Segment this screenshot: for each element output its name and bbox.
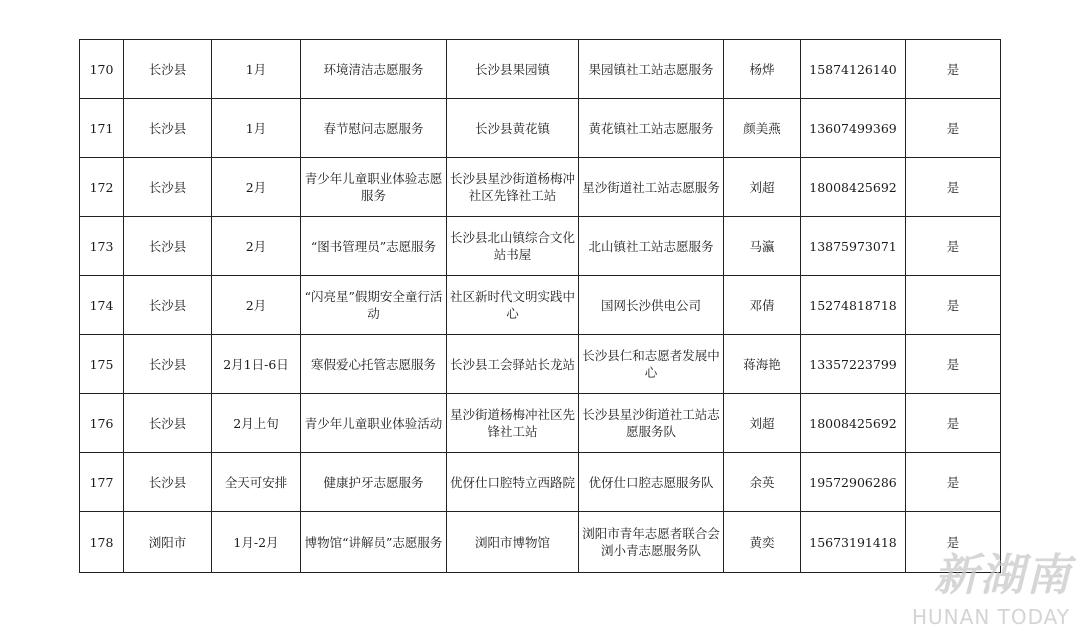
cell-location: 长沙县工会驿站长龙站 xyxy=(447,335,579,394)
table-row xyxy=(80,453,1001,512)
cell-activity: 青少年儿童职业体验志愿服务 xyxy=(301,158,447,217)
cell-area: 长沙县 xyxy=(124,453,212,512)
cell-location: 社区新时代文明实践中心 xyxy=(447,276,579,335)
cell-area: 长沙县 xyxy=(124,217,212,276)
cell-number: 170 xyxy=(80,40,124,99)
cell-activity: 春节慰问志愿服务 xyxy=(301,99,447,158)
cell-phone: 15274818718 xyxy=(801,276,906,335)
cell-area: 长沙县 xyxy=(124,394,212,453)
cell-time: 2月1日-6日 xyxy=(212,335,301,394)
cell-phone: 18008425692 xyxy=(801,158,906,217)
table-row xyxy=(80,394,1001,453)
cell-number: 177 xyxy=(80,453,124,512)
cell-activity: 青少年儿童职业体验活动 xyxy=(301,394,447,453)
cell-phone: 13875973071 xyxy=(801,217,906,276)
cell-activity: “图书管理员”志愿服务 xyxy=(301,217,447,276)
cell-contact: 黄奕 xyxy=(724,512,801,573)
cell-area: 长沙县 xyxy=(124,99,212,158)
cell-number: 178 xyxy=(80,512,124,573)
cell-location: 优伢仕口腔特立西路院 xyxy=(447,453,579,512)
cell-time: 全天可安排 xyxy=(212,453,301,512)
cell-number: 174 xyxy=(80,276,124,335)
table-row xyxy=(80,335,1001,394)
cell-flag: 是 xyxy=(906,217,1001,276)
cell-activity: “闪亮星”假期安全童行活动 xyxy=(301,276,447,335)
table-row xyxy=(80,276,1001,335)
cell-area: 长沙县 xyxy=(124,276,212,335)
cell-organizer: 星沙街道社工站志愿服务 xyxy=(579,158,724,217)
cell-number: 176 xyxy=(80,394,124,453)
cell-location: 长沙县黄花镇 xyxy=(447,99,579,158)
cell-contact: 刘超 xyxy=(724,158,801,217)
cell-time: 2月上旬 xyxy=(212,394,301,453)
cell-phone: 19572906286 xyxy=(801,453,906,512)
cell-organizer: 果园镇社工站志愿服务 xyxy=(579,40,724,99)
table-row xyxy=(80,99,1001,158)
watermark-logo: 新湖南 xyxy=(934,550,1072,601)
cell-number: 175 xyxy=(80,335,124,394)
cell-phone: 15673191418 xyxy=(801,512,906,573)
cell-flag: 是 xyxy=(906,40,1001,99)
cell-organizer: 浏阳市青年志愿者联合会浏小青志愿服务队 xyxy=(579,512,724,573)
cell-flag: 是 xyxy=(906,99,1001,158)
cell-contact: 颜美燕 xyxy=(724,99,801,158)
cell-area: 长沙县 xyxy=(124,158,212,217)
cell-time: 1月 xyxy=(212,99,301,158)
table-row xyxy=(80,40,1001,99)
cell-flag: 是 xyxy=(906,453,1001,512)
cell-activity: 博物馆“讲解员”志愿服务 xyxy=(301,512,447,573)
cell-time: 2月 xyxy=(212,217,301,276)
cell-time: 1月 xyxy=(212,40,301,99)
cell-time: 2月 xyxy=(212,158,301,217)
cell-organizer: 黄花镇社工站志愿服务 xyxy=(579,99,724,158)
cell-organizer: 国网长沙供电公司 xyxy=(579,276,724,335)
cell-area: 长沙县 xyxy=(124,40,212,99)
cell-location: 长沙县星沙街道杨梅冲社区先锋社工站 xyxy=(447,158,579,217)
table-body xyxy=(80,40,1001,573)
volunteer-service-table xyxy=(79,39,1001,573)
cell-activity: 寒假爱心托管志愿服务 xyxy=(301,335,447,394)
cell-flag: 是 xyxy=(906,512,1001,573)
table-row xyxy=(80,512,1001,573)
cell-phone: 13607499369 xyxy=(801,99,906,158)
cell-number: 171 xyxy=(80,99,124,158)
watermark-subtitle: HUNAN TODAY xyxy=(912,605,1070,629)
cell-flag: 是 xyxy=(906,158,1001,217)
cell-location: 浏阳市博物馆 xyxy=(447,512,579,573)
cell-organizer: 长沙县仁和志愿者发展中心 xyxy=(579,335,724,394)
cell-time: 1月-2月 xyxy=(212,512,301,573)
cell-flag: 是 xyxy=(906,276,1001,335)
cell-activity: 健康护牙志愿服务 xyxy=(301,453,447,512)
cell-organizer: 优伢仕口腔志愿服务队 xyxy=(579,453,724,512)
cell-organizer: 北山镇社工站志愿服务 xyxy=(579,217,724,276)
cell-phone: 18008425692 xyxy=(801,394,906,453)
cell-organizer: 长沙县星沙街道社工站志愿服务队 xyxy=(579,394,724,453)
cell-location: 长沙县北山镇综合文化站书屋 xyxy=(447,217,579,276)
cell-phone: 13357223799 xyxy=(801,335,906,394)
cell-contact: 邓倩 xyxy=(724,276,801,335)
cell-flag: 是 xyxy=(906,335,1001,394)
table-row xyxy=(80,158,1001,217)
cell-location: 长沙县果园镇 xyxy=(447,40,579,99)
cell-location: 星沙街道杨梅冲社区先锋社工站 xyxy=(447,394,579,453)
cell-phone: 15874126140 xyxy=(801,40,906,99)
cell-activity: 环境清洁志愿服务 xyxy=(301,40,447,99)
cell-flag: 是 xyxy=(906,394,1001,453)
cell-contact: 余英 xyxy=(724,453,801,512)
cell-time: 2月 xyxy=(212,276,301,335)
cell-contact: 杨烨 xyxy=(724,40,801,99)
cell-number: 173 xyxy=(80,217,124,276)
cell-area: 长沙县 xyxy=(124,335,212,394)
cell-contact: 蒋海艳 xyxy=(724,335,801,394)
cell-contact: 马瀛 xyxy=(724,217,801,276)
cell-contact: 刘超 xyxy=(724,394,801,453)
cell-area: 浏阳市 xyxy=(124,512,212,573)
cell-number: 172 xyxy=(80,158,124,217)
table-row xyxy=(80,217,1001,276)
